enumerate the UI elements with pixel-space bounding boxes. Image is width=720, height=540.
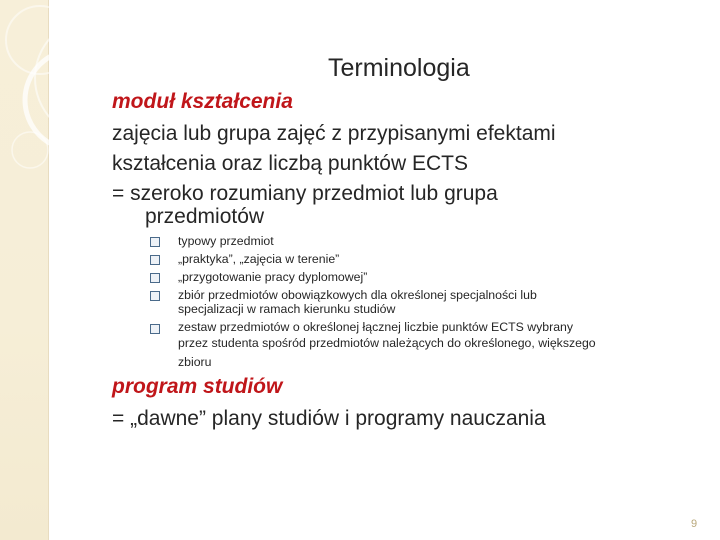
definition-line: kształcenia oraz liczbą punktów ECTS — [112, 152, 468, 175]
definition-line: = „dawne” plany studiów i programy nauczania — [112, 407, 546, 430]
definition-line: przedmiotów — [145, 205, 265, 228]
example-item: „przygotowanie pracy dyplomowej” — [178, 270, 368, 284]
example-item-continuation: zbioru — [178, 355, 212, 369]
page-number: 9 — [691, 518, 698, 530]
term-modul-ksztalcenia: moduł kształcenia — [112, 90, 293, 113]
example-item-continuation: przez studenta spośród przedmiotów należących do określonego, większego — [178, 336, 596, 350]
definition-line: zajęcia lub grupa zajęć z przypisanymi efektami — [112, 122, 556, 145]
bullet-icon — [150, 255, 160, 265]
bullet-icon — [150, 273, 160, 283]
example-item: zestaw przedmiotów o określonej łącznej liczbie punktów ECTS wybrany — [178, 320, 574, 334]
example-item: zbiór przedmiotów obowiązkowych dla określonej specjalności lub — [178, 288, 537, 302]
slide-title: Terminologia — [328, 54, 470, 82]
example-item: „praktyka”, „zajęcia w terenie” — [178, 252, 340, 266]
bullet-icon — [150, 237, 160, 247]
example-item-continuation: specjalizacji w ramach kierunku studiów — [178, 302, 396, 316]
definition-line: = szeroko rozumiany przedmiot lub grupa — [112, 182, 498, 205]
example-item: typowy przedmiot — [178, 234, 274, 248]
bullet-icon — [150, 291, 160, 301]
term-program-studiow: program studiów — [112, 375, 283, 398]
bullet-icon — [150, 324, 160, 334]
